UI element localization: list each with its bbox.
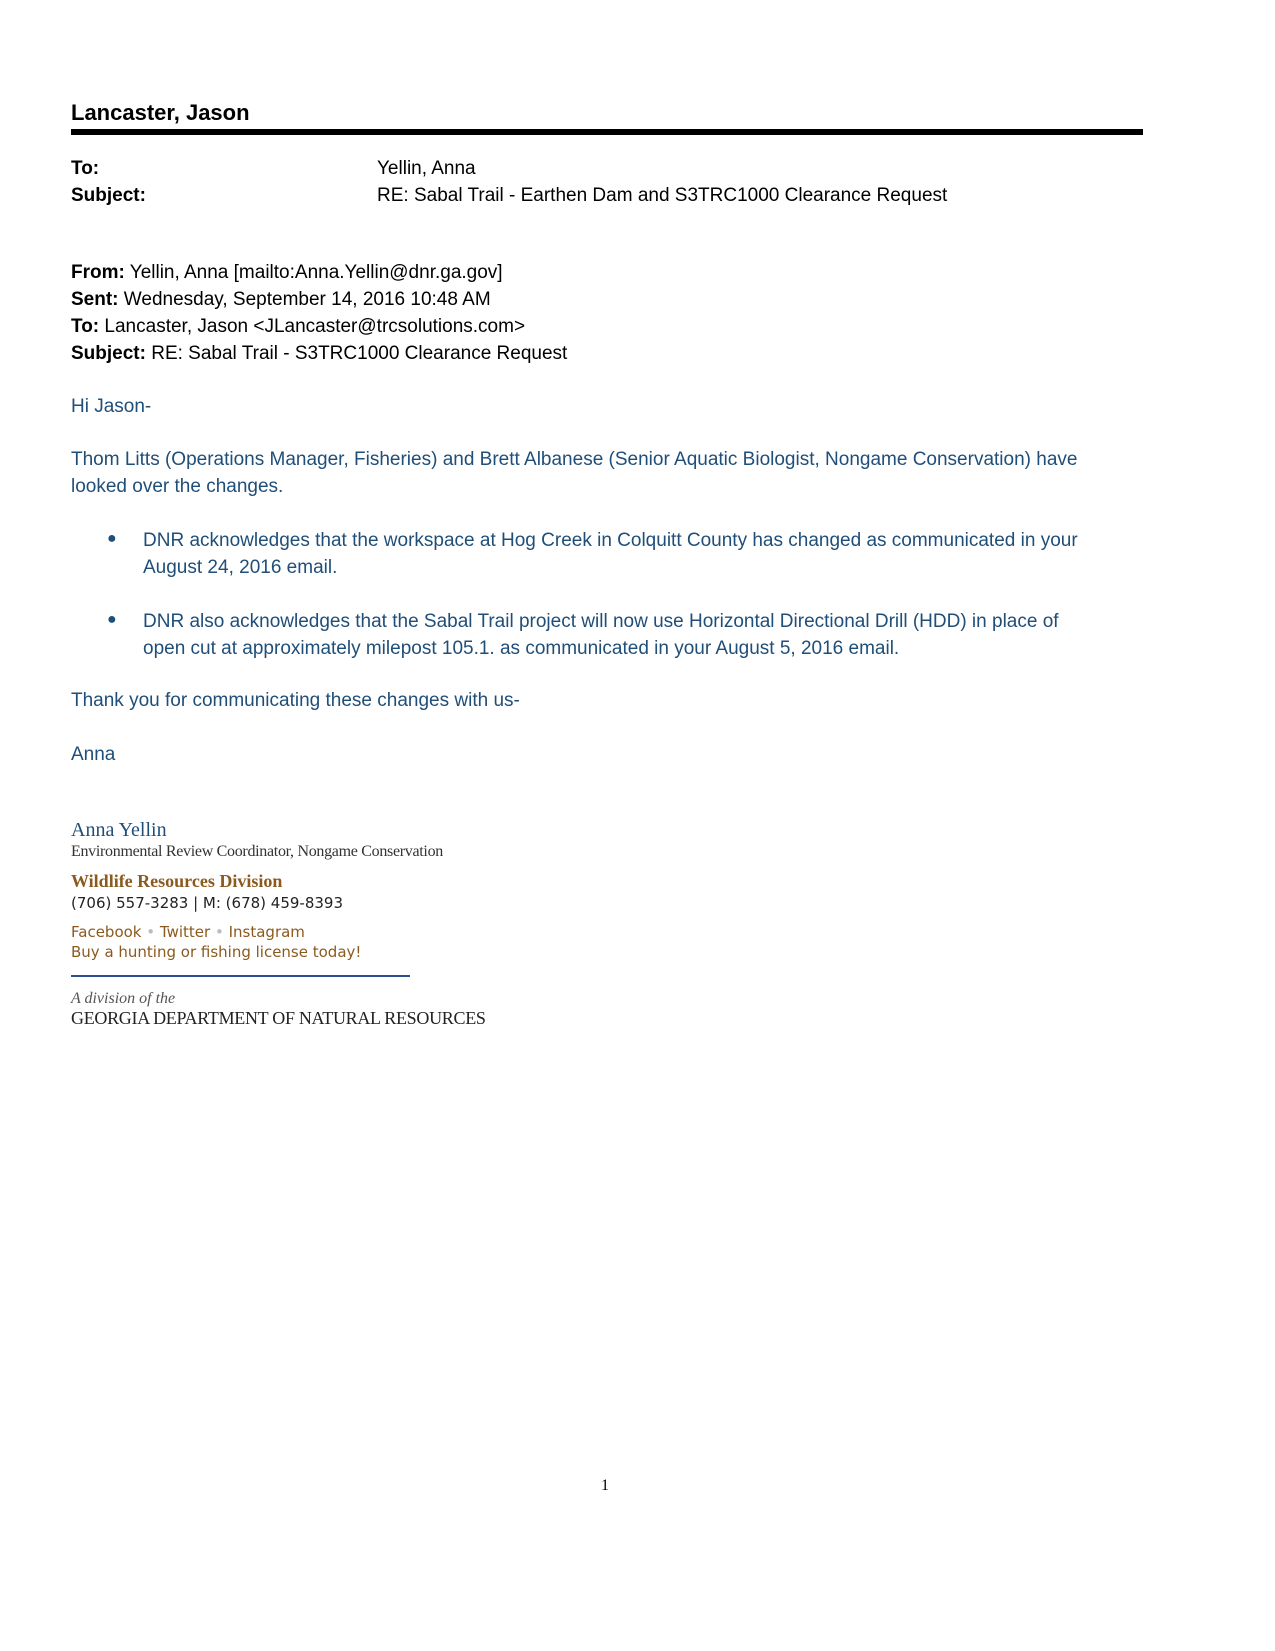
division-of-text: A division of the [71, 990, 176, 1007]
sent-line [71, 289, 491, 311]
facebook-link[interactable]: Facebook [71, 923, 142, 941]
original-to-label: To: [71, 316, 100, 337]
bullet-line: August 24, 2016 email. [143, 557, 338, 578]
license-promo-link[interactable]: Buy a hunting or fishing license today! [71, 943, 362, 961]
sent-value: Wednesday, September 14, 2016 10:48 AM [123, 289, 491, 310]
from-value[interactable]: Yellin, Anna [mailto:Anna.Yellin@dnr.ga.gov] [129, 262, 503, 283]
bullet-icon: ● [107, 611, 117, 628]
bullet-icon: ● [107, 530, 117, 547]
original-subject-value: RE: Sabal Trail - S3TRC1000 Clearance Request [151, 343, 568, 364]
to-label: To: [71, 158, 100, 179]
signature-title: Environmental Review Coordinator, Nongame Conservation [71, 843, 443, 860]
original-to-line [71, 316, 525, 338]
twitter-link[interactable]: Twitter [159, 923, 211, 941]
signoff: Anna [71, 744, 116, 765]
to-value: Yellin, Anna [377, 158, 476, 179]
separator-dot: • [214, 923, 224, 941]
header-rule [71, 129, 1143, 135]
paragraph-line: looked over the changes. [71, 476, 284, 497]
mailbox-owner-name: Lancaster, Jason [71, 100, 250, 125]
from-label: From: [71, 262, 125, 283]
social-links [71, 923, 305, 941]
sent-label: Sent: [71, 289, 119, 310]
bullet-line: DNR also acknowledges that the Sabal Trail project will now use Horizontal Directional Drill (HDD) in place of [143, 611, 1059, 632]
from-line [71, 262, 503, 284]
bullet-line: open cut at approximately milepost 105.1. as communicated in your August 5, 2016 email. [143, 638, 900, 659]
signature-divider [71, 975, 410, 977]
signature-name: Anna Yellin [71, 819, 167, 841]
subject-value: RE: Sabal Trail - Earthen Dam and S3TRC1000 Clearance Request [377, 185, 948, 206]
department-name: GEORGIA DEPARTMENT OF NATURAL RESOURCES [71, 1008, 486, 1028]
original-subject-line [71, 343, 567, 365]
instagram-link[interactable]: Instagram [228, 923, 305, 941]
original-to-value: Lancaster, Jason <JLancaster@trcsolutions.com> [104, 316, 526, 337]
signature-phone: (706) 557-3283 | M: (678) 459-8393 [71, 894, 343, 912]
bullet-line: DNR acknowledges that the workspace at Hog Creek in Colquitt County has changed as communicated in your [143, 530, 1078, 551]
thanks-line: Thank you for communicating these changes with us- [71, 690, 520, 711]
page-number: 1 [601, 1477, 609, 1494]
greeting: Hi Jason- [71, 396, 152, 417]
original-subject-label: Subject: [71, 343, 146, 364]
separator-dot: • [146, 923, 156, 941]
subject-label: Subject: [71, 185, 146, 206]
paragraph-line: Thom Litts (Operations Manager, Fisheries) and Brett Albanese (Senior Aquatic Biologist, Nongame Conservation) have [71, 449, 1078, 470]
signature-division: Wildlife Resources Division [71, 871, 283, 891]
